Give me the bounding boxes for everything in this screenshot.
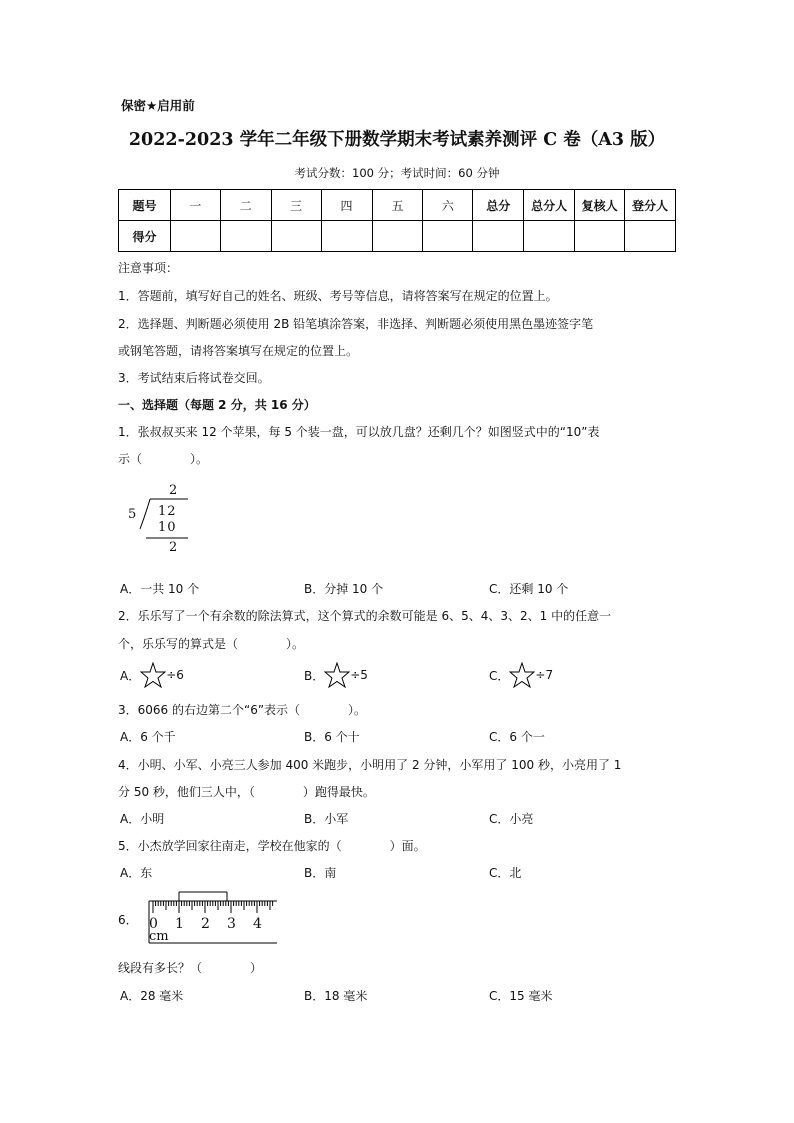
option-c[interactable] bbox=[489, 662, 553, 688]
star-icon bbox=[140, 662, 166, 688]
score-cell: 五 bbox=[372, 190, 423, 221]
option-c[interactable]: C．北 bbox=[489, 866, 522, 880]
question-4-text: 4．小明、小军、小亮三人参加 400 米跑步，小明用了 2 分钟，小军用了 100 秒，小亮用了 1 bbox=[118, 758, 622, 772]
ruler-unit: cm bbox=[149, 929, 169, 944]
score-blank[interactable] bbox=[473, 221, 524, 252]
score-blank[interactable] bbox=[423, 221, 473, 252]
option-c[interactable]: C．6 个一 bbox=[489, 730, 545, 744]
option-b[interactable]: B．6 个十 bbox=[304, 730, 360, 744]
question-4-text: 分 50 秒，他们三人中，（ ）跑得最快。 bbox=[118, 785, 375, 799]
note-item: 2．选择题、判断题必须使用 2B 铅笔填涂答案，非选择、判断题必须使用黑色墨迹签字笔 bbox=[118, 317, 594, 331]
option-label: A． bbox=[120, 668, 141, 683]
ruler-label: 3 bbox=[227, 916, 236, 932]
option-a[interactable]: A．小明 bbox=[120, 812, 165, 826]
score-blank[interactable] bbox=[220, 221, 271, 252]
score-blank[interactable] bbox=[271, 221, 321, 252]
ruler-label: 1 bbox=[175, 916, 184, 932]
score-blank[interactable] bbox=[625, 221, 676, 252]
note-item: 3．考试结束后将试卷交回。 bbox=[118, 371, 270, 385]
score-blank[interactable] bbox=[575, 221, 625, 252]
score-table bbox=[118, 189, 676, 252]
question-1-text: 示（ ）。 bbox=[118, 452, 209, 466]
question-3-text: 3．6066 的右边第二个“6”表示（ ）。 bbox=[118, 703, 367, 717]
option-expr: ÷7 bbox=[535, 668, 554, 682]
score-table-score-row bbox=[119, 221, 676, 252]
option-b[interactable]: B．分掉 10 个 bbox=[304, 582, 384, 596]
option-label: B． bbox=[304, 668, 325, 683]
option-a[interactable]: A．东 bbox=[120, 866, 153, 880]
ruler-figure bbox=[146, 889, 280, 945]
division-bracket bbox=[122, 483, 192, 559]
ruler-label: 2 bbox=[201, 916, 210, 932]
score-table-header-row bbox=[119, 190, 676, 221]
option-b[interactable]: B．18 毫米 bbox=[304, 989, 368, 1003]
question-6-text: 线段有多长？（ ） bbox=[118, 961, 263, 975]
option-a[interactable]: A．一共 10 个 bbox=[120, 582, 200, 596]
product: 10 bbox=[158, 520, 177, 535]
score-cell: 复核人 bbox=[575, 190, 625, 221]
option-a[interactable]: A．28 毫米 bbox=[120, 989, 184, 1003]
score-cell: 六 bbox=[423, 190, 473, 221]
score-blank[interactable] bbox=[524, 221, 575, 252]
score-cell: 三 bbox=[271, 190, 321, 221]
note-item: 1．答题前，填写好自己的姓名、班级、考号等信息，请将答案写在规定的位置上。 bbox=[118, 289, 558, 303]
ruler-label: 0 bbox=[149, 916, 158, 932]
score-cell: 登分人 bbox=[625, 190, 676, 221]
option-expr: ÷5 bbox=[350, 668, 368, 682]
option-b[interactable]: B．小军 bbox=[304, 812, 349, 826]
dividend: 12 bbox=[158, 504, 177, 519]
score-cell: 总分 bbox=[473, 190, 524, 221]
option-c[interactable]: C．15 毫米 bbox=[489, 989, 553, 1003]
question-2-text: 2．乐乐写了一个有余数的除法算式，这个算式的余数可能是 6、5、4、3、2、1 中的任意一 bbox=[118, 609, 612, 623]
score-blank[interactable] bbox=[372, 221, 423, 252]
notes-heading: 注意事项： bbox=[118, 261, 179, 275]
score-cell-label: 题号 bbox=[119, 190, 171, 221]
question-2-text: 个，乐乐写的算式是（ ）。 bbox=[118, 637, 305, 651]
question-5-text: 5．小杰放学回家往南走，学校在他家的（ ）面。 bbox=[118, 839, 426, 853]
remainder: 2 bbox=[169, 540, 178, 555]
option-c[interactable]: C．小亮 bbox=[489, 812, 534, 826]
option-b[interactable] bbox=[304, 662, 368, 688]
page-title: 2022-2023 学年二年级下册数学期末考试素养测评 C 卷（A3 版） bbox=[128, 130, 666, 150]
option-c[interactable]: C．还剩 10 个 bbox=[489, 582, 569, 596]
option-a[interactable]: A．6 个千 bbox=[120, 730, 176, 744]
score-cell: 二 bbox=[220, 190, 271, 221]
score-cell: 一 bbox=[170, 190, 220, 221]
exam-info: 考试分数：100 分；考试时间：60 分钟 bbox=[294, 166, 500, 180]
score-blank[interactable] bbox=[321, 221, 372, 252]
quotient: 2 bbox=[169, 483, 178, 498]
secret-label: 保密★启用前 bbox=[121, 98, 195, 113]
score-blank[interactable] bbox=[170, 221, 220, 252]
option-a[interactable] bbox=[120, 662, 184, 688]
divisor: 5 bbox=[128, 507, 137, 522]
score-cell-label: 得分 bbox=[119, 221, 171, 252]
question-1-text: 1．张叔叔买来 12 个苹果，每 5 个装一盘，可以放几盘？还剩几个？如图竖式中的“10”表 bbox=[118, 425, 600, 439]
score-cell: 总分人 bbox=[524, 190, 575, 221]
note-item: 或钢笔答题，请将答案填写在规定的位置上。 bbox=[118, 344, 359, 358]
star-icon bbox=[324, 662, 350, 688]
question-6-number: 6． bbox=[118, 913, 138, 927]
option-expr: ÷6 bbox=[166, 668, 184, 682]
option-b[interactable]: B．南 bbox=[304, 866, 337, 880]
option-label: C． bbox=[489, 668, 510, 683]
long-division-figure bbox=[122, 483, 192, 559]
section-heading: 一、选择题（每题 2 分，共 16 分） bbox=[118, 398, 316, 412]
ruler-label: 4 bbox=[253, 916, 262, 932]
score-cell: 四 bbox=[321, 190, 372, 221]
star-icon bbox=[509, 662, 535, 688]
